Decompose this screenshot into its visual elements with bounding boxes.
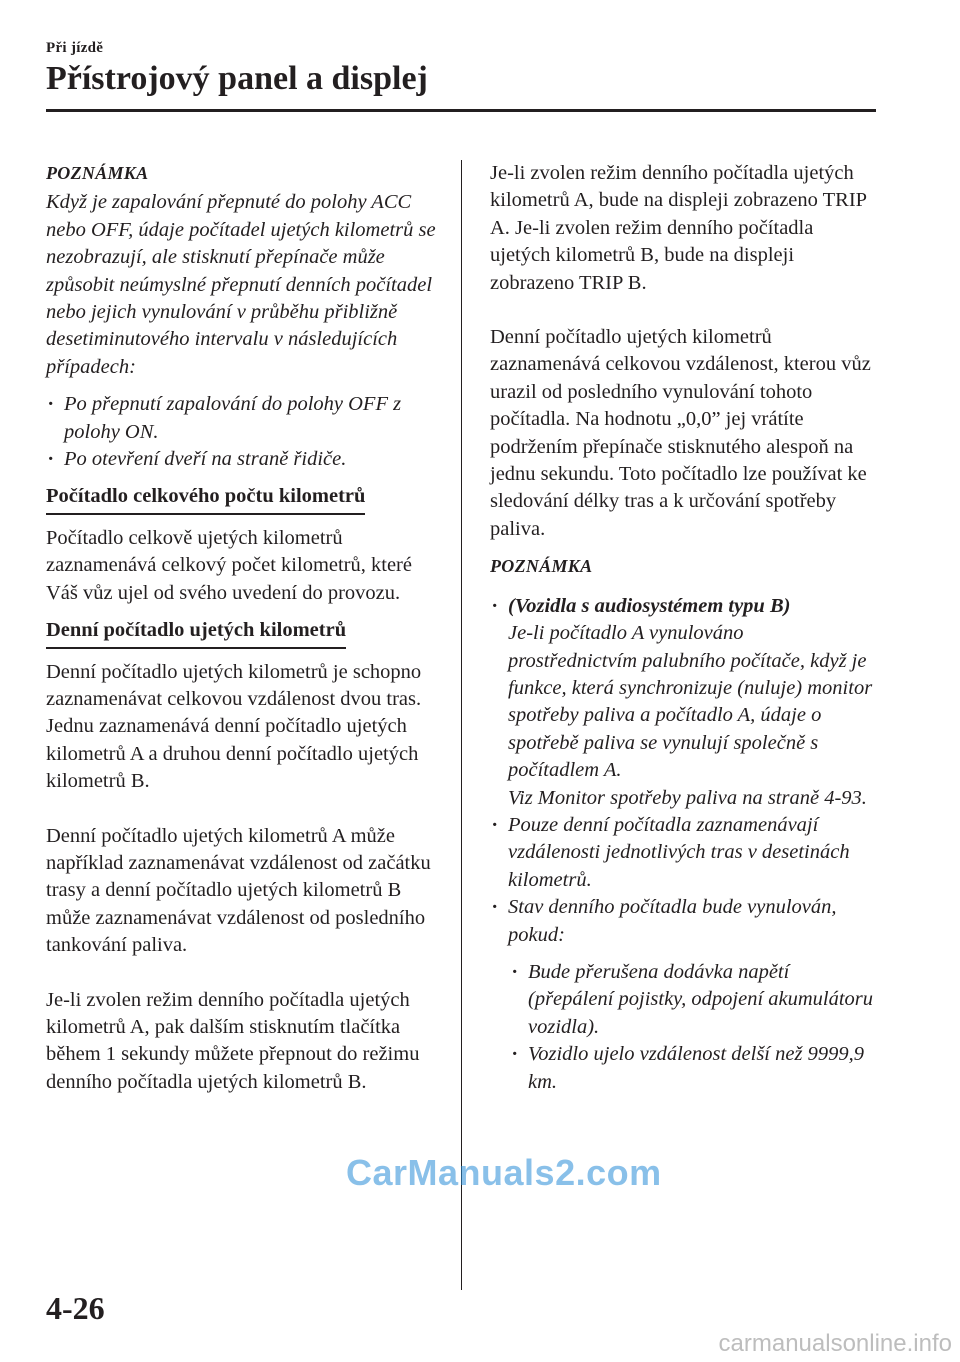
paragraph: Denní počítadlo ujetých kilometrů A může například zaznamenávat vzdálenost od začátku trasy a denní počítadlo ujetých kilometrů B může zaznamenávat vzdálenost od posledního tankování paliva. bbox=[46, 824, 431, 957]
paragraph: Denní počítadlo ujetých kilometrů je schopno zaznamenávat celkovou vzdálenost dvou tras. Jednu zaznamenává denní počítadlo ujetých kilometrů A a druhou denní počítadlo ujetých kilometrů B. bbox=[46, 660, 422, 793]
note-bullet: · Stav denního počítadla bude vynulován, pokud: bbox=[490, 894, 875, 949]
paragraph: Denní počítadlo ujetých kilometrů zaznamenává celkovou vzdálenost, kterou vůz urazil od posledního vynulování tohoto počítadla. Na hodnotu „0,0” jej vrátíte podržením přepínače stisknutého alespoň na jednu sekundu. Toto počítadlo lze používat ke sledování délky tras a k určování spotřeby paliva. bbox=[490, 326, 871, 540]
section-label: Při jízdě bbox=[46, 40, 104, 56]
note-sub-bullet: · Vozidlo ujelo vzdálenost delší než 9999,9 km. bbox=[490, 1041, 875, 1096]
note-bullet-text: Je-li počítadlo A vynulováno prostřednictvím palubního počítače, když je funkce, která synchronizuje (nuluje) monitor spotřeby paliva a počítadlo A, údaje o spotřebě paliva se vynulují společně s počítadlem A. bbox=[508, 622, 873, 782]
watermark: CarManuals2.com bbox=[346, 1152, 662, 1193]
note-bullet-lead: · (Vozidla s audiosystémem typu B) bbox=[490, 593, 875, 620]
section-heading-trip-meter: Denní počítadlo ujetých kilometrů bbox=[46, 617, 346, 648]
note-title: POZNÁMKA bbox=[490, 556, 593, 577]
note-sub-bullet: · Bude přerušena dodávka napětí (přepálení pojistky, odpojení akumulátoru vozidla). bbox=[490, 959, 875, 1041]
column-divider bbox=[461, 160, 462, 1290]
note-bullet-reference: Viz Monitor spotřeby paliva na straně 4-93. bbox=[508, 786, 867, 809]
note-bullet: · Pouze denní počítadla zaznamenávají vzdálenosti jednotlivých tras v desetinách kilometrů. bbox=[490, 812, 875, 894]
note-bullet: · Po přepnutí zapalování do polohy OFF z polohy ON. bbox=[46, 391, 438, 446]
note-text: Když je zapalování přepnuté do polohy ACC nebo OFF, údaje počítadel ujetých kilometrů se nezobrazují, ale stisknutí přepínače může způsobit neúmyslné přepnutí denních počítadel nebo jejich vynulování v průběhu přibližně desetiminutového intervalu v následujících případech: bbox=[46, 191, 436, 378]
note-bullet: · Po otevření dveří na straně řidiče. bbox=[46, 446, 438, 473]
page-header bbox=[46, 40, 876, 99]
header-rule bbox=[46, 109, 876, 112]
chapter-title: Přístrojový panel a displej bbox=[46, 60, 428, 97]
page-number: 4-26 bbox=[46, 1290, 105, 1326]
left-column bbox=[46, 160, 438, 1096]
note-title: POZNÁMKA bbox=[46, 163, 149, 183]
paragraph: Je-li zvolen režim denního počítadla ujetých kilometrů A, bude na displeji zobrazeno TRIP A. Je-li zvolen režim denního počítadla ujetých kilometrů B, bude na displeji zobrazeno TRIP B. bbox=[490, 162, 867, 294]
section-heading-odometer: Počítadlo celkového počtu kilometrů bbox=[46, 483, 365, 514]
paragraph: Je-li zvolen režim denního počítadla ujetých kilometrů A, pak dalším stisknutím tlačítka během 1 sekundy můžete přepnout do režimu denního počítadla ujetých kilometrů B. bbox=[46, 988, 420, 1093]
paragraph: Počítadlo celkově ujetých kilometrů zaznamenává celkový počet kilometrů, které Váš vůz ujel od svého uvedení do provozu. bbox=[46, 526, 412, 604]
right-column bbox=[490, 160, 875, 1096]
footer-site-watermark: carmanualsonline.info bbox=[718, 1330, 952, 1357]
